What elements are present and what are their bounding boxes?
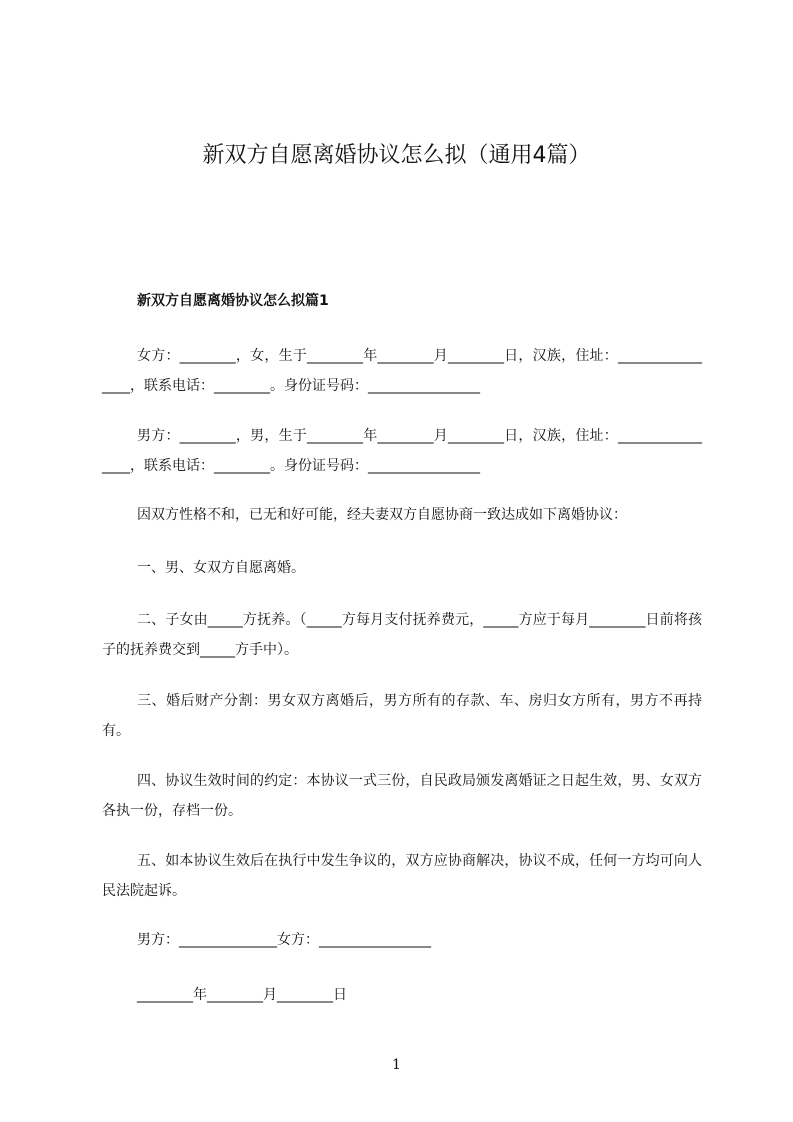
- section-heading: 新双方自愿离婚协议怎么拟篇1: [137, 293, 329, 309]
- paragraph-clause-3: 三、婚后财产分割：男女双方离婚后，男方所有的存款、车、房归女方所有，男方不再持有。: [102, 693, 702, 739]
- paragraph-reason: 因双方性格不和，已无和好可能，经夫妻双方自愿协商一致达成如下离婚协议：: [137, 507, 627, 523]
- signature-line: 男方：______________女方：________________: [137, 932, 431, 948]
- paragraph-female-party: 女方：________，女，生于________年________月________日，汉族，住址：________________，联系电话：________。身份证号码：________________: [102, 348, 702, 394]
- paragraph-clause-2: 二、子女由_____方抚养。（_____方每月支付抚养费元，_____方应于每月________日前将孩子的抚养费交到_____方手中）。: [102, 612, 702, 658]
- page-number: 1: [392, 1057, 401, 1073]
- document-title: 新双方自愿离婚协议怎么拟（通用4篇）: [202, 143, 591, 168]
- date-line: ________年________月________日: [137, 987, 347, 1003]
- paragraph-clause-5: 五、如本协议生效后在执行中发生争议的，双方应协商解决，协议不成，任何一方均可向人民法院起诉。: [102, 853, 702, 899]
- paragraph-clause-1: 一、男、女双方自愿离婚。: [137, 560, 305, 576]
- paragraph-clause-4: 四、协议生效时间的约定：本协议一式三份，自民政局颁发离婚证之日起生效，男、女双方各执一份，存档一份。: [102, 773, 702, 819]
- paragraph-male-party: 男方：________，男，生于________年________月________日，汉族，住址：________________，联系电话：________。身份证号码：________________: [102, 428, 702, 474]
